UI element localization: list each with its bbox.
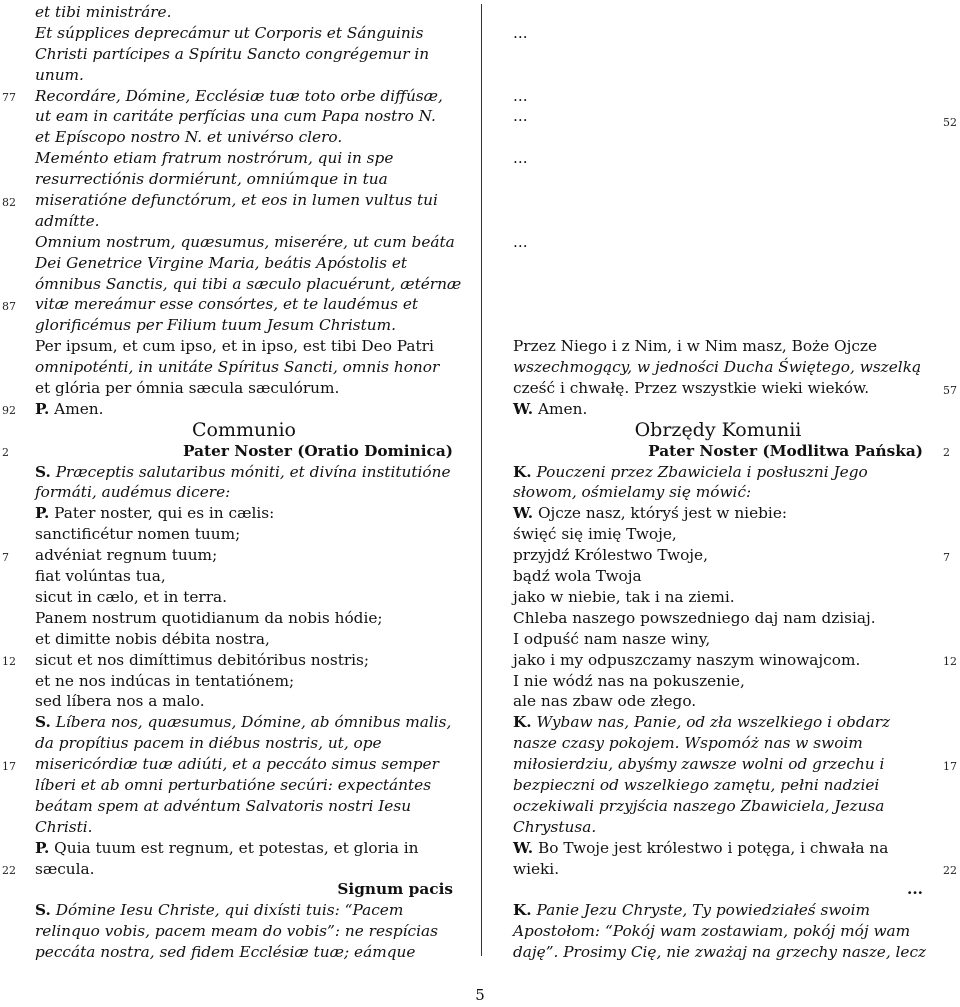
text-line: cześć i chwałę. Przez wszystkie wieki wieków. (513, 379, 870, 398)
text-line: Per ipsum, et cum ipso, et in ipso, est tibi Deo Patri (35, 337, 434, 356)
text-line: Et súpplices deprecámur ut Corporis et Sánguinis (35, 23, 424, 42)
text-line: et tibi ministráre. (35, 3, 172, 21)
line-number: 57 (943, 384, 957, 397)
text-line: miseratióne defunctórum, et eos in lumen vultus tui (35, 191, 438, 210)
text-line: Chrystusa. (513, 817, 597, 836)
response-line (35, 503, 453, 524)
subsection-heading: Signum pacis (337, 880, 453, 899)
text-line: przyjdź Królestwo Twoje, (513, 546, 708, 565)
text-line: et ne nos indúcas in tentatiónem; (35, 671, 295, 690)
line-number: 7 (943, 551, 950, 564)
speaker-mark: W. (513, 838, 534, 857)
text-line: relinquo vobis, pacem meam do vobis”: ne respícias (35, 922, 438, 941)
text-line: sed líbera nos a malo. (35, 692, 205, 711)
text-line: misericórdiæ tuæ adiúti, et a peccáto simus semper (35, 755, 439, 774)
text-line: resurrectiónis dormiérunt, omniúmque in tua (35, 170, 388, 189)
text-line: Przez Niego i z Nim, i w Nim masz, Boże Ojcze (513, 337, 878, 356)
text-line: et Epíscopo nostro N. et univérso clero. (35, 128, 343, 147)
text-line: Christi. (35, 817, 93, 836)
text-line: sicut in cælo, et in terra. (35, 587, 228, 606)
text-line: fiat volúntas tua, (35, 567, 166, 586)
text-line: et dimitte nobis débita nostra, (35, 629, 270, 648)
ellipsis: ... (513, 23, 528, 42)
response-line (513, 900, 923, 921)
response-text: Líbera nos, quæsumus, Dómine, ab ómnibus malis, (55, 713, 452, 732)
text-line: Meménto etiam fratrum nostrórum, qui in spe (35, 149, 394, 168)
text-line: bądź wola Twoja (513, 567, 642, 586)
text-line: peccáta nostra, sed fidem Ecclésiæ tuæ; eámque (35, 943, 416, 962)
response-text: Bo Twoje jest królestwo i potęga, i chwała na (538, 838, 889, 857)
line-number: 2 (943, 446, 950, 459)
response-text: Panie Jezu Chryste, Ty powiedziałeś swoim (536, 901, 871, 920)
response-line (513, 503, 923, 524)
subsection-heading: Pater Noster (Modlitwa Pańska) (648, 441, 923, 460)
text-line: sanctificétur nomen tuum; (35, 525, 241, 544)
subsection-heading: Pater Noster (Oratio Dominica) (183, 441, 453, 460)
polish-column (513, 2, 927, 963)
speaker-mark: S. (35, 713, 51, 732)
line-number: 52 (943, 116, 957, 129)
response-text: Ojcze nasz, któryś jest w niebie: (538, 504, 788, 523)
text-line: vitæ mereámur esse consórtes, et te laudémus et (35, 295, 419, 314)
response-text: Dómine Iesu Christe, qui dixísti tuis: “Pacem (55, 901, 404, 920)
ellipsis: ... (513, 232, 528, 251)
column-divider (481, 4, 482, 956)
response-text: Wybaw nas, Panie, od zła wszelkiego i obdarz (536, 713, 891, 732)
page-number: 5 (475, 986, 485, 1004)
speaker-mark: K. (513, 713, 532, 732)
text-line: nasze czasy pokojem. Wspomóż nas w swoim (513, 734, 863, 753)
text-line: oczekiwali przyjścia naszego Zbawiciela, Jezusa (513, 796, 885, 815)
response-text: Pater noster, qui es in cælis: (54, 504, 275, 523)
text-line: ómnibus Sanctis, qui tibi a sæculo placuérunt, ætérnæ (35, 274, 462, 293)
text-line: líberi et ab omni perturbatióne secúri: expectántes (35, 775, 432, 794)
text-line: da propítius pacem in diébus nostris, ut, ope (35, 734, 382, 753)
subsection-heading: ... (907, 880, 923, 899)
text-line: sæcula. (35, 859, 95, 878)
text-line: bezpieczni od wszelkiego zamętu, pełni nadziei (513, 775, 880, 794)
text-line: Apostołom: “Pokój wam zostawiam, pokój mój wam (513, 922, 911, 941)
response-text: Amen. (538, 399, 588, 418)
section-heading: Communio (192, 418, 296, 441)
text-line: słowom, ośmielamy się mówić: (513, 483, 752, 502)
response-line (35, 712, 453, 733)
line-number: 87 (2, 300, 16, 313)
speaker-mark: W. (513, 504, 534, 523)
text-line: I odpuść nam nasze winy, (513, 629, 711, 648)
ellipsis: ... (513, 149, 528, 168)
text-line: święć się imię Twoje, (513, 525, 677, 544)
response-line (35, 399, 453, 420)
response-line (513, 712, 923, 733)
text-line: Recordáre, Dómine, Ecclésiæ tuæ toto orbe diffúsæ, (35, 86, 443, 105)
response-line (513, 399, 923, 420)
text-line: wszechmogący, w jedności Ducha Świętego, wszelką (513, 358, 922, 377)
text-line: Panem nostrum quotidianum da nobis hódie; (35, 608, 383, 627)
text-line: wieki. (513, 859, 560, 878)
line-number: 22 (2, 864, 16, 877)
text-line: Dei Genetrice Virgine Maria, beátis Apóstolis et (35, 253, 408, 272)
line-number: 17 (943, 760, 957, 773)
speaker-mark: P. (35, 399, 50, 418)
ellipsis: ... (513, 107, 528, 126)
line-number: 82 (2, 196, 16, 209)
speaker-mark: S. (35, 462, 51, 481)
line-number: 92 (2, 404, 16, 417)
section-heading: Obrzędy Komunii (634, 418, 802, 441)
text-line: Omnium nostrum, quæsumus, miserére, ut cum beáta (35, 232, 455, 251)
speaker-mark: P. (35, 504, 50, 523)
text-line: formáti, audémus dicere: (35, 483, 231, 502)
text-line: glorificémus per Filium tuum Jesum Christum. (35, 316, 396, 335)
response-text: Præceptis salutaribus móniti, et divína institutióne (55, 462, 451, 481)
text-line: daję”. Prosimy Cię, nie zważaj na grzechy nasze, lecz (513, 943, 927, 962)
text-line: beátam spem at advéntum Salvatoris nostri Iesu (35, 796, 412, 815)
text-line: admítte. (35, 211, 100, 230)
ellipsis: ... (513, 86, 528, 105)
line-number: 17 (2, 760, 16, 773)
response-line (35, 462, 453, 483)
response-text: Amen. (54, 399, 104, 418)
text-line: Christi partícipes a Spíritu Sancto congrégemur in (35, 44, 430, 63)
line-number: 77 (2, 91, 16, 104)
text-line: ut eam in caritáte perfícias una cum Papa nostro N. (35, 107, 436, 126)
speaker-mark: W. (513, 399, 534, 418)
text-line: I nie wódź nas na pokuszenie, (513, 671, 745, 690)
response-text: Quia tuum est regnum, et potestas, et gloria in (54, 838, 419, 857)
text-line: jako i my odpuszczamy naszym winowajcom. (513, 650, 861, 669)
response-line (513, 462, 923, 483)
line-number: 7 (2, 551, 9, 564)
speaker-mark: S. (35, 901, 51, 920)
text-line: jako w niebie, tak i na ziemi. (513, 587, 735, 606)
text-line: advéniat regnum tuum; (35, 546, 218, 565)
text-line: Chleba naszego powszedniego daj nam dzisiaj. (513, 608, 876, 627)
text-line: sicut et nos dimíttimus debitóribus nostris; (35, 650, 370, 669)
text-line: unum. (35, 65, 84, 84)
speaker-mark: P. (35, 838, 50, 857)
line-number: 12 (2, 655, 16, 668)
line-number: 2 (2, 446, 9, 459)
line-number: 22 (943, 864, 957, 877)
speaker-mark: K. (513, 901, 532, 920)
text-line: miłosierdziu, abyśmy zawsze wolni od grzechu i (513, 755, 885, 774)
text-line: ale nas zbaw ode złego. (513, 692, 697, 711)
text-line: omnipoténti, in unitáte Spíritus Sancti, omnis honor (35, 358, 440, 377)
latin-column (35, 2, 462, 963)
response-line (35, 900, 453, 921)
response-text: Pouczeni przez Zbawiciela i posłuszni Jego (536, 462, 868, 481)
response-line (513, 838, 923, 859)
response-line (35, 838, 453, 859)
text-line: et glória per ómnia sæcula sæculórum. (35, 379, 340, 398)
speaker-mark: K. (513, 462, 532, 481)
line-number: 12 (943, 655, 957, 668)
